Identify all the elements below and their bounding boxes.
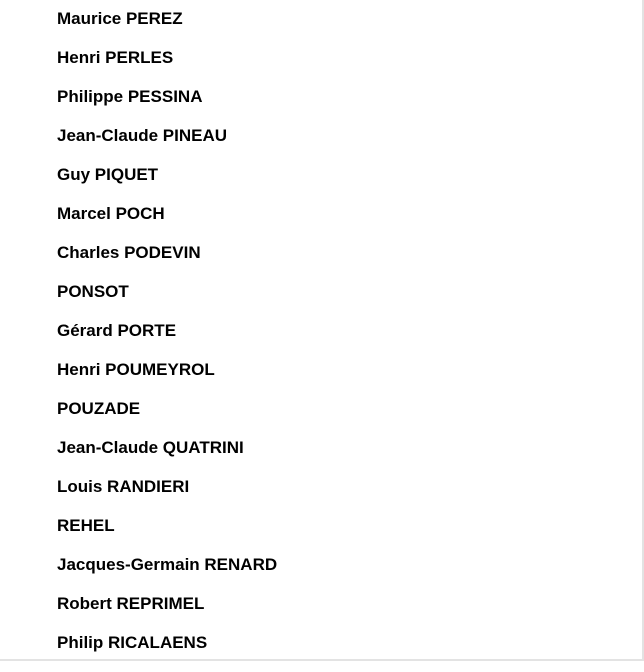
list-item: Jean-Claude PINEAU [57,126,228,145]
list-item: Henri PERLES [57,48,174,67]
list-item: Jean-Claude QUATRINI [57,438,244,457]
list-item: Philip RICALAENS [57,633,208,652]
list-item: Philippe PESSINA [57,87,203,106]
list-item: Louis RANDIERI [57,477,190,496]
list-item: Maurice PEREZ [57,9,183,28]
list-item: PONSOT [57,282,129,301]
list-item: Jacques-Germain RENARD [57,555,278,574]
list-item: Charles PODEVIN [57,243,201,262]
list-item: Guy PIQUET [57,165,159,184]
list-item: Marcel POCH [57,204,165,223]
list-item: REHEL [57,516,115,535]
list-item: Henri POUMEYROL [57,360,215,379]
list-item: Gérard PORTE [57,321,177,340]
list-item: Robert REPRIMEL [57,594,205,613]
name-list [57,9,277,672]
list-item: POUZADE [57,399,141,418]
